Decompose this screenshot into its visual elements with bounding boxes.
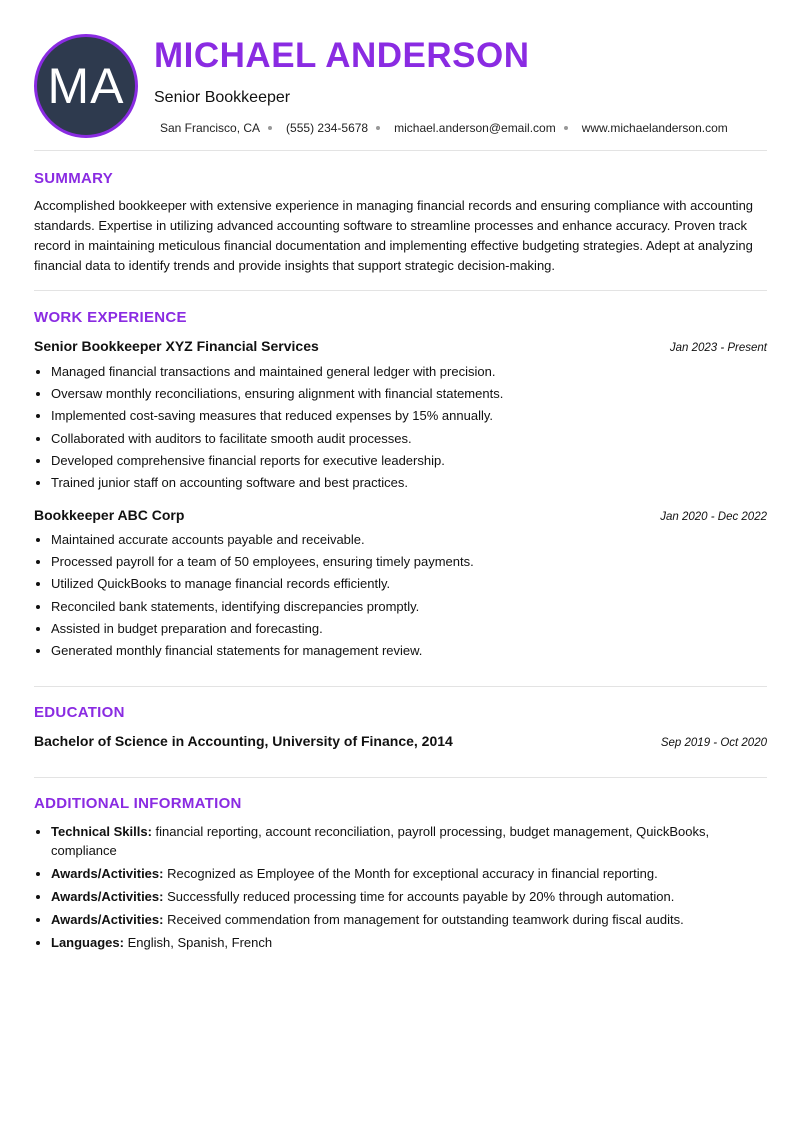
divider bbox=[34, 150, 767, 151]
contact-phone: (555) 234-5678 bbox=[286, 121, 369, 135]
summary-text: Accomplished bookkeeper with extensive experience in managing financial records and ensuring compliance with accounting standards. Expertise in utilizing advanced accounting software to streamline processes and enhance accuracy. Proven track record in maintaining meticulous financial documentation and implementing effective budgeting strategies. Adept at analyzing financial data to identify trends and provide insights that support strategic decision-making. bbox=[34, 198, 754, 273]
job-date: Jan 2020 - Dec 2022 bbox=[660, 511, 767, 523]
list-item: • Oversaw monthly reconciliations, ensuring alignment with financial statements. bbox=[51, 383, 767, 405]
list-item: • Processed payroll for a team of 50 employees, ensuring timely payments. bbox=[51, 551, 767, 573]
item-text: Received commendation from management for outstanding teamwork during fiscal audits. bbox=[163, 912, 684, 927]
job-role: Bookkeeper ABC Corp bbox=[34, 507, 185, 523]
item-text: Successfully reduced processing time for accounts payable by 20% through automation. bbox=[163, 889, 675, 904]
education-row bbox=[34, 733, 767, 749]
job-title: Senior Bookkeeper bbox=[154, 89, 291, 106]
contact-website[interactable]: www.michaelanderson.com bbox=[581, 121, 728, 135]
list-item bbox=[51, 933, 767, 952]
item-label: Technical Skills: bbox=[51, 824, 152, 839]
avatar-initials: MA bbox=[47, 58, 125, 114]
candidate-name: MICHAEL ANDERSON bbox=[154, 36, 530, 75]
job-role: Senior Bookkeeper XYZ Financial Services bbox=[34, 338, 319, 354]
item-label: Awards/Activities: bbox=[51, 866, 164, 881]
separator-dot bbox=[376, 126, 380, 130]
job-date: Jan 2023 - Present bbox=[669, 342, 767, 354]
separator-dot bbox=[564, 126, 568, 130]
list-item bbox=[51, 822, 767, 860]
item-text: Recognized as Employee of the Month for exceptional accuracy in financial reporting. bbox=[163, 866, 658, 881]
list-item: • Utilized QuickBooks to manage financial records efficiently. bbox=[51, 573, 767, 595]
list-item: • Generated monthly financial statements for management review. bbox=[51, 640, 767, 662]
job-header bbox=[34, 507, 767, 523]
job-bullets bbox=[34, 529, 767, 662]
item-text: English, Spanish, French bbox=[123, 935, 273, 950]
divider bbox=[34, 686, 767, 687]
education-date: Sep 2019 - Oct 2020 bbox=[660, 737, 767, 749]
contact-info bbox=[160, 121, 728, 135]
divider bbox=[34, 777, 767, 778]
list-item: • Maintained accurate accounts payable and receivable. bbox=[51, 529, 767, 551]
item-label: Awards/Activities: bbox=[51, 889, 164, 904]
job-bullets bbox=[34, 361, 767, 494]
summary-heading: SUMMARY bbox=[34, 170, 114, 187]
list-item: • Trained junior staff on accounting software and best practices. bbox=[51, 472, 767, 494]
additional-heading: ADDITIONAL INFORMATION bbox=[34, 795, 242, 812]
contact-email[interactable]: michael.anderson@email.com bbox=[394, 121, 556, 135]
divider bbox=[34, 290, 767, 291]
item-label: Awards/Activities: bbox=[51, 912, 164, 927]
list-item bbox=[51, 887, 767, 906]
education-heading: EDUCATION bbox=[34, 704, 125, 721]
contact-location: San Francisco, CA bbox=[160, 121, 261, 135]
list-item: • Developed comprehensive financial reports for executive leadership. bbox=[51, 450, 767, 472]
list-item: • Collaborated with auditors to facilitate smooth audit processes. bbox=[51, 428, 767, 450]
item-text: financial reporting, account reconciliation, payroll processing, budget management, QuickBooks, compliance bbox=[51, 824, 710, 858]
avatar bbox=[34, 34, 138, 138]
separator-dot bbox=[268, 126, 272, 130]
job-header bbox=[34, 338, 767, 354]
item-label: Languages: bbox=[51, 935, 124, 950]
additional-list bbox=[34, 822, 767, 956]
list-item: • Assisted in budget preparation and forecasting. bbox=[51, 618, 767, 640]
list-item bbox=[51, 910, 767, 929]
experience-heading: WORK EXPERIENCE bbox=[34, 309, 187, 326]
list-item: • Managed financial transactions and maintained general ledger with precision. bbox=[51, 361, 767, 383]
list-item: • Implemented cost-saving measures that reduced expenses by 15% annually. bbox=[51, 405, 767, 427]
degree: Bachelor of Science in Accounting, University of Finance, 2014 bbox=[34, 733, 453, 749]
list-item: • Reconciled bank statements, identifying discrepancies promptly. bbox=[51, 596, 767, 618]
list-item bbox=[51, 864, 767, 883]
